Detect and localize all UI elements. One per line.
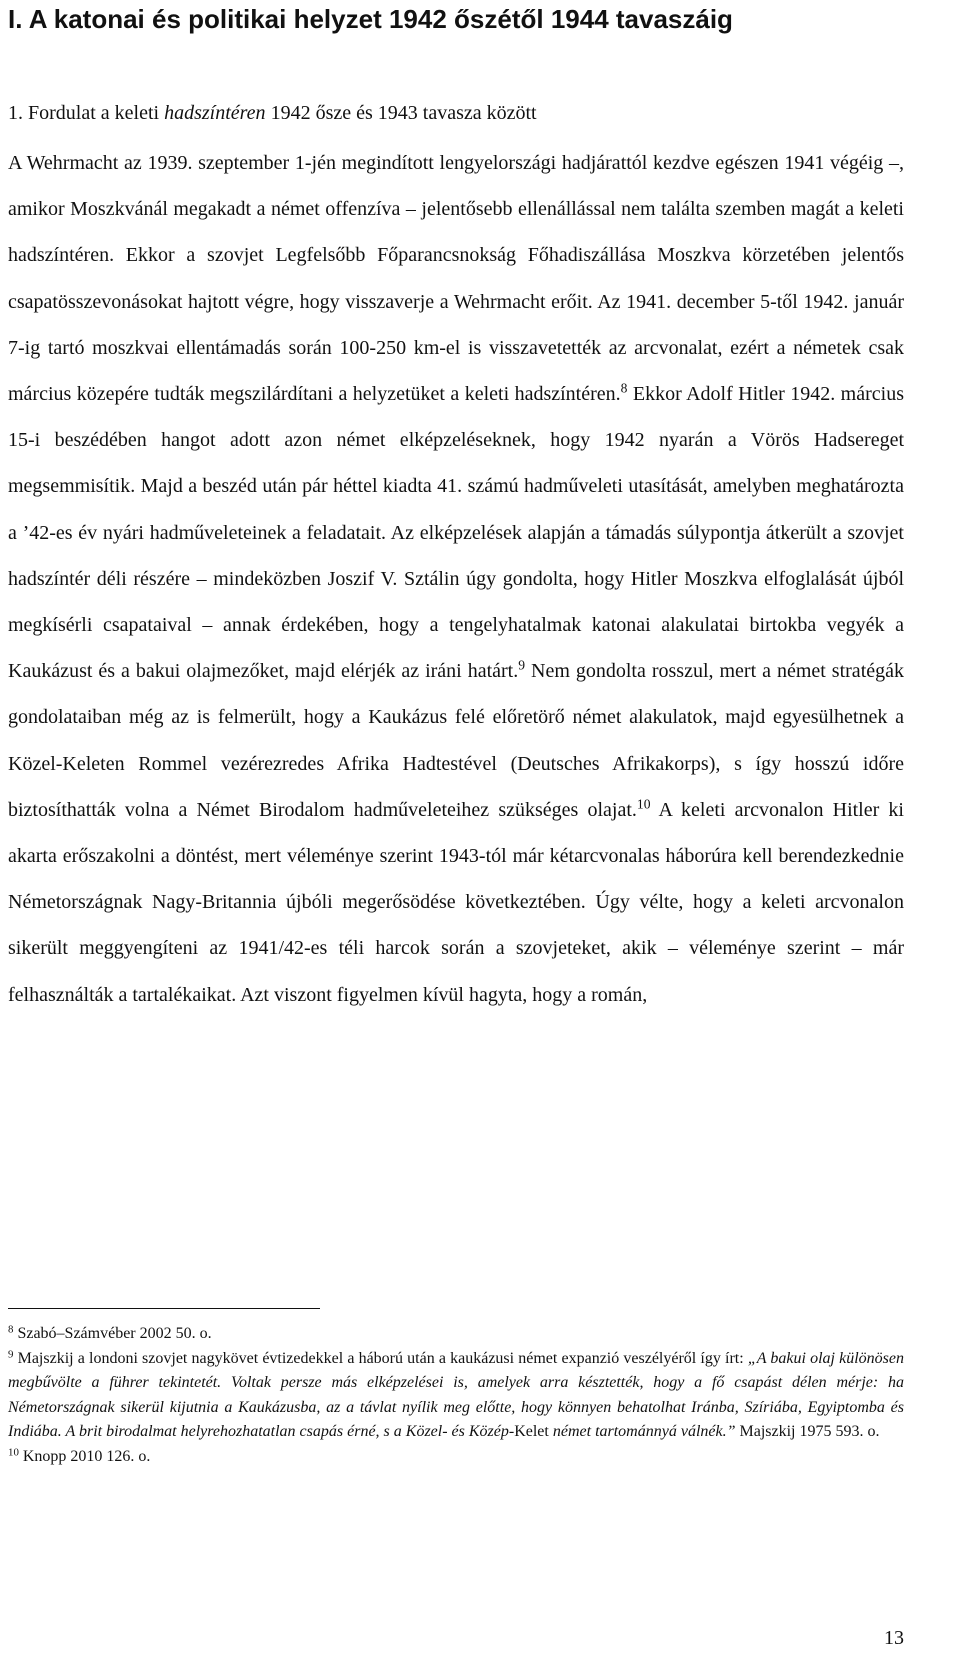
footnotes	[8, 1322, 904, 1470]
footnote-number: 8	[8, 1323, 14, 1336]
footnote-ref-10[interactable]: 10	[636, 796, 651, 812]
section-heading	[8, 98, 928, 128]
section-heading-suffix: 1942 ősze és 1943 tavasza között	[265, 102, 537, 124]
footnote-separator	[8, 1308, 320, 1309]
body-sentence-4: A keleti arcvonalon Hitler ki akarta erőszakolni a döntést, mert véleménye szerint 1943-tól már kétarcvonalas háborúra kell berendezkednie Németországnak Nagy-Britannia újbóli megerősödése következtében. Úgy vélte, hogy a keleti arcvonalon sikerült meggyengíteni az 1941/42-es téli harcok során a szovjeteket, akik – véleménye szerint – már felhasználták a tartalékaikat. Azt viszont figyelmen kívül hagyta, hogy a román,	[8, 798, 904, 1006]
footnote-8	[8, 1322, 904, 1347]
footnote-quote: „A bakui olaj különösen megbűvölte a führer tekintetét. Voltak persze más elképzelései is, amelyek arra késztették, hogy a fő csapást délen mérje: ha Németországnak sikerül kijutnia a Kaukázusba, az a távlat nyílik meg előtte, hogy könnyen behatolhat Iránba, Szíriába, Egyiptomba és Indiába. A brit birodalmat helyrehozhatatlan csapás érné, s a Közel- és Közép-	[8, 1349, 904, 1441]
footnote-citation: Majszkij 1975 593. o.	[735, 1423, 880, 1441]
footnote-ref-8[interactable]: 8	[620, 380, 628, 396]
footnote-number: 10	[8, 1446, 19, 1459]
section-heading-prefix: 1. Fordulat a keleti	[8, 102, 165, 124]
page-number: 13	[884, 1627, 904, 1649]
footnote-9	[8, 1347, 904, 1445]
body-paragraph	[8, 140, 904, 1018]
body-sentence-1: A Wehrmacht az 1939. szeptember 1-jén megindított lengyelországi hadjárattól kezdve egészen 1941 végéig –, amikor Moszkvánál megakadt a német offenzíva – jelentősebb ellenállással nem találta szemben magát a keleti hadszíntéren. Ekkor a szovjet Legfelsőbb Főparancsnokság Főhadiszállása Moszkva körzetében jelentős csapatösszevonásokat hajtott végre, hogy visszaverje a Wehrmacht erőit. Az 1941. december 5-től 1942. január 7-ig tartó moszkvai ellentámadás során 100-250 km-el is visszavetették az arcvonalat, ezért a németek csak március közepére tudták megszilárdítani a helyzetüket a keleti hadszíntéren.	[8, 152, 904, 406]
footnote-quote-end: német tartománnyá válnék.”	[548, 1423, 736, 1441]
footnote-text: Szabó–Számvéber 2002 50. o.	[13, 1325, 212, 1342]
footnote-text: Knopp 2010 126. o.	[18, 1447, 151, 1465]
section-heading-italic: hadszíntéren	[164, 102, 266, 124]
body-sentence-3: Nem gondolta rosszul, mert a német stratégák gondolataiban még az is felmerült, hogy a Kaukázus felé előretörő német alakulatok, majd egyesülhetnek a Közel-Keleten Rommel vezérezredes Afrika Hadtestével (Deutsches Afrikakorps), s így hosszú időre biztosíthatták volna a Német Birodalom hadműveleteihez szükséges olajat.	[8, 660, 904, 821]
footnote-10	[8, 1445, 904, 1470]
body-sentence-2: Ekkor Adolf Hitler 1942. március 15-i beszédében hangot adott azon német elképzeléseknek, hogy 1942 nyarán a Vörös Hadsereget megsemmisítik. Majd a beszéd után pár héttel kiadta 41. számú hadműveleti utasítását, amelyben meghatározta a ’42-es év nyári hadműveleteinek a feladatait. Az elképzelések alapján a támadás súlypontja átkerült a szovjet hadszíntér déli részére – mindeközben Joszif V. Sztálin úgy gondolta, hogy Hitler Moszkva elfoglalását újból megkísérli csapataival – annak érdekében, hogy a tengelyhatalmak katonai alakulatai birtokba vegyék a Kaukázust és a bakui olajmezőket, majd elérjék az iráni határt.	[8, 383, 904, 683]
footnote-ref-9[interactable]: 9	[518, 657, 526, 673]
footnote-text-plain: Kelet	[514, 1423, 549, 1441]
footnote-text: Majszkij a londoni szovjet nagykövet évtizedekkel a háború után a kaukázusi német expanzió veszélyéről így írt:	[13, 1349, 748, 1367]
chapter-title: I. A katonai és politikai helyzet 1942 őszétől 1944 tavaszáig	[8, 4, 733, 34]
footnote-number: 9	[8, 1348, 14, 1361]
